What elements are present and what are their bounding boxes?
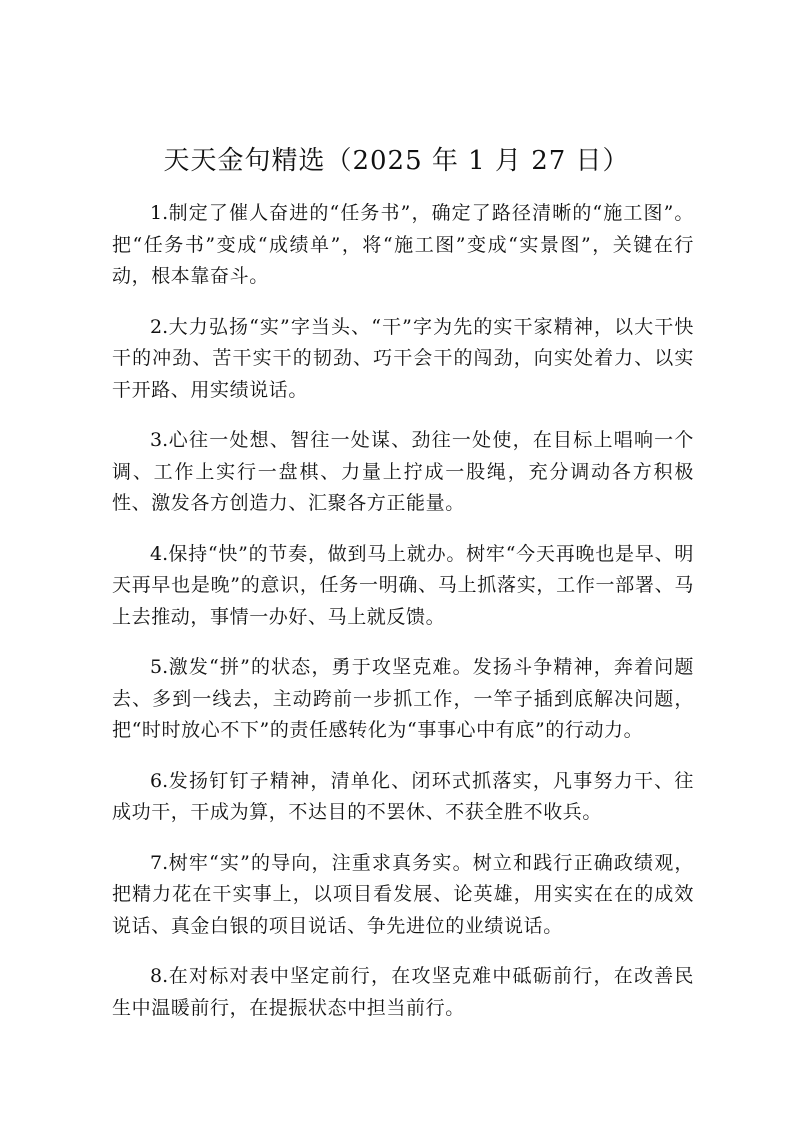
paragraph-text: 大力弘扬“实”字当头、“干”字为先的实干家精神，以大干快干的冲劲、苦干实干的韧劲、巧干会干的闯劲，向实处着力、以实干开路、用实绩说话。	[112, 315, 694, 401]
paragraph-text: 在对标对表中坚定前行，在攻坚克难中砥砺前行，在改善民生中温暖前行，在提振状态中担当前行。	[112, 965, 694, 1019]
paragraph-number: 5.	[150, 656, 169, 678]
paragraph-6	[112, 766, 694, 829]
paragraph-text: 保持“快”的节奏，做到马上就办。树牢“今天再晚也是早、明天再早也是晚”的意识，任务一明确、马上抓落实，工作一部署、马上去推动，事情一办好、马上就反馈。	[112, 542, 694, 628]
paragraph-number: 2.	[150, 315, 169, 338]
paragraph-7	[112, 848, 694, 943]
paragraph-list	[112, 198, 694, 1043]
paragraph-text: 心往一处想、智往一处谋、劲往一处使，在目标上唱响一个调、工作上实行一盘棋、力量上拧成一股绳，充分调动各方积极性、激发各方创造力、汇聚各方正能量。	[112, 429, 694, 514]
paragraph-number: 3.	[150, 429, 169, 451]
paragraph-3	[112, 425, 694, 520]
page-title: 天天金句精选（2025 年 1 月 27 日）	[163, 146, 630, 176]
paragraph-number: 4.	[150, 542, 169, 565]
paragraph-number: 8.	[150, 965, 169, 987]
paragraph-8	[112, 961, 694, 1024]
paragraph-number: 7.	[150, 851, 169, 874]
paragraph-text: 制定了催人奋进的“任务书”，确定了路径清晰的“施工图”。把“任务书”变成“成绩单”，将“施工图”变成“实景图”，关键在行动，根本靠奋斗。	[112, 202, 694, 287]
paragraph-4	[112, 539, 694, 634]
paragraph-5	[112, 652, 694, 747]
paragraph-number: 6.	[150, 769, 169, 792]
paragraph-text: 激发“拼”的状态，勇于攻坚克难。发扬斗争精神，奔着问题去、多到一线去，主动跨前一步抓工作，一竿子插到底解决问题，把“时时放心不下”的责任感转化为“事事心中有底”的行动力。	[112, 656, 694, 741]
paragraph-2	[112, 312, 694, 407]
paragraph-number: 1.	[150, 202, 169, 224]
paragraph-1	[112, 198, 694, 293]
paragraph-text: 发扬钉钉子精神，清单化、闭环式抓落实，凡事努力干、往成功干，干成为算，不达目的不罢休、不获全胜不收兵。	[112, 769, 694, 823]
paragraph-text: 树牢“实”的导向，注重求真务实。树立和践行正确政绩观，把精力花在干实事上，以项目看发展、论英雄，用实实在在的成效说话、真金白银的项目说话、争先进位的业绩说话。	[112, 851, 694, 937]
